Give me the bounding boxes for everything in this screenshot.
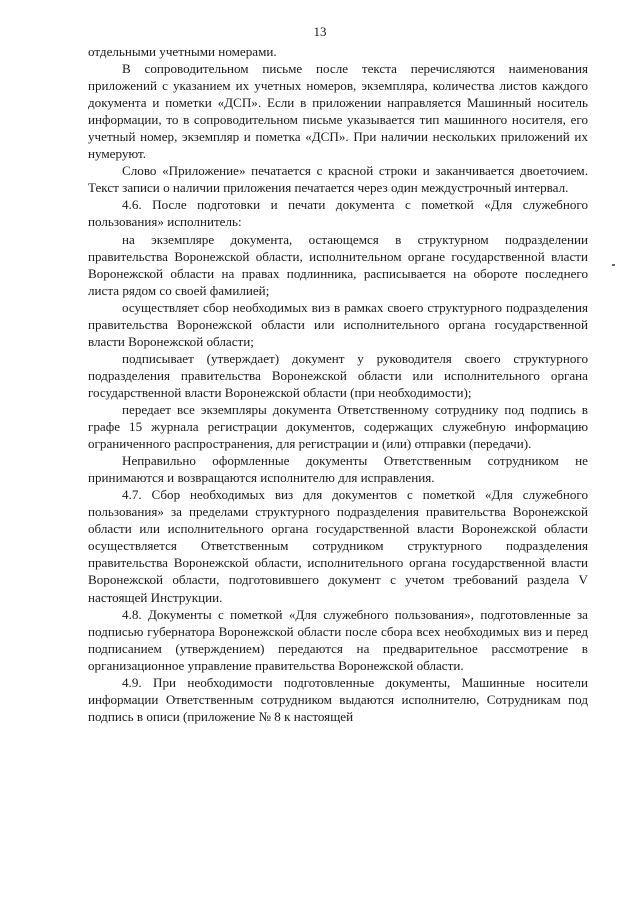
paragraph-rejected-documents: Неправильно оформленные документы Ответственным сотрудником не принимаются и возвращаются исполнителю для исправления. <box>88 453 588 486</box>
paragraph-cover-letter: В сопроводительном письме после текста перечисляются наименования приложений с указанием их учетных номеров, экземпляра, количества листов каждого документа и пометки «ДСП». Если в приложении направляется Машинный носитель информации, то в сопроводительном письме указывается тип машинного носителя, его учетный номер, экземпляр и пометка «ДСП». При наличии нескольких приложений их нумеруют. <box>88 61 588 162</box>
page-number: 13 <box>313 24 327 39</box>
scan-speck <box>612 264 615 266</box>
paragraph-4-9: 4.9. При необходимости подготовленные документы, Машинные носители информации Ответственным сотрудником выдаются исполнителю, Сотрудникам под подпись в описи (приложение № 8 к настоящей <box>88 674 588 724</box>
paragraph-4-7: 4.7. Сбор необходимых виз для документов с пометкой «Для служебного пользования» за пределами структурного подразделения правительства Воронежской области или исполнительного органа государственной власти Воронежской области осуществляется Ответственным сотрудником структурного подразделения правительства Воронежской области, исполнительного органа государственной власти Воронежской области, подготовившего документ с учетом требований раздела V настоящей Инструкции. <box>88 487 588 605</box>
paragraph-appendix-word: Слово «Приложение» печатается с красной строки и заканчивается двоеточием. Текст записи о наличии приложения печатается через один междустрочный интервал. <box>88 163 588 196</box>
paragraph-4-6: 4.6. После подготовки и печати документа с пометкой «Для служебного пользования» исполнитель: <box>88 197 588 230</box>
paragraph-4-8: 4.8. Документы с пометкой «Для служебного пользования», подготовленные за подписью губернатора Воронежской области после сбора всех необходимых виз и перед подписанием (утверждением) передаются на предварительное рассмотрение в организационное управление правительства Воронежской области. <box>88 606 588 673</box>
paragraph-4-6-visas: осуществляет сбор необходимых виз в рамках своего структурного подразделения правительства Воронежской области или исполнительного органа государственной власти Воронежской области; <box>88 299 588 349</box>
document-body <box>88 43 588 725</box>
paragraph-4-6-transfers: передает все экземпляры документа Ответственному сотруднику под подпись в графе 15 журнала регистрации документов, содержащих служебную информацию ограниченного распространения, для регистрации и (или) отправки (передачи). <box>88 401 588 452</box>
paragraph-4-6-copy: на экземпляре документа, остающемся в структурном подразделении правительства Воронежской области, исполнительном органе государственной власти Воронежской области на правах подлинника, расписывается на обороте последнего листа рядом со своей фамилией; <box>88 231 588 298</box>
paragraph-4-6-signs: подписывает (утверждает) документ у руководителя своего структурного подразделения правительства Воронежской области или исполнительного органа государственной власти Воронежской области (при необходимости); <box>88 350 588 400</box>
paragraph-continuation: отдельными учетными номерами. <box>88 44 277 59</box>
